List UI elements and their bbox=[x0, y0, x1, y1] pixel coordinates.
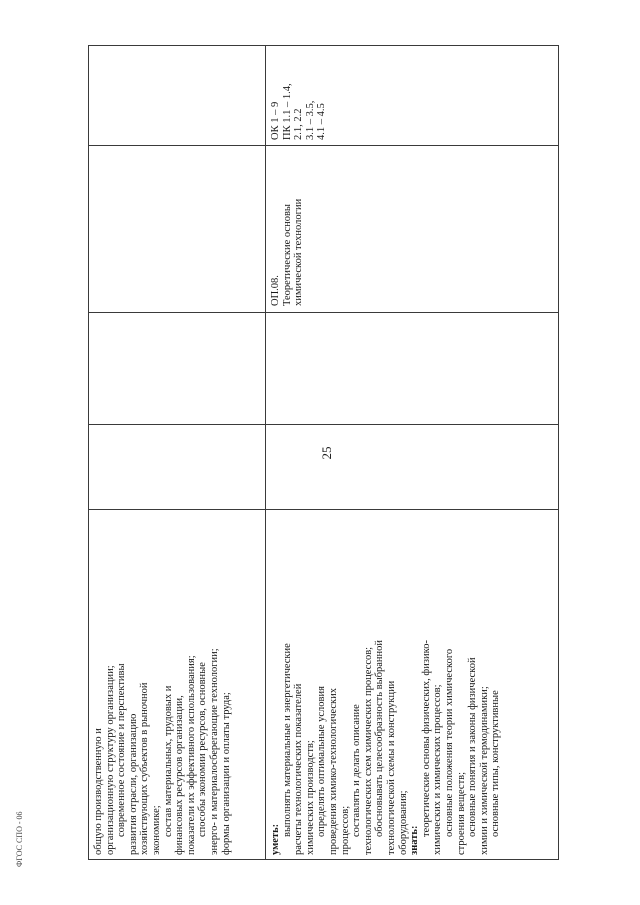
text-line: уметь: bbox=[270, 823, 281, 855]
text-line: Теоретические основы bbox=[281, 204, 293, 306]
text-line: обосновывать целесообразность выбранной bbox=[374, 639, 386, 837]
column-divider-1 bbox=[88, 509, 559, 510]
text-line: финансовых ресурсов организации, bbox=[174, 695, 186, 855]
page-number: 25 bbox=[319, 446, 334, 460]
text-line: развития отрасли, организацию bbox=[127, 713, 139, 855]
column-divider-2 bbox=[88, 424, 559, 425]
text-line: экономике; bbox=[150, 805, 162, 855]
text-line: выполнять материальные и энергетические bbox=[281, 643, 293, 837]
text-line: ПК 1.1 – 1.4, bbox=[281, 83, 293, 140]
competency-codes-cell bbox=[270, 83, 328, 140]
text-line: ОК 1 – 9 bbox=[270, 101, 281, 140]
text-line: 2.1, 2.2 bbox=[293, 108, 305, 140]
text-line: организационную структуру организации; bbox=[104, 665, 116, 855]
text-line: технологических схем химических процессов; bbox=[362, 646, 374, 855]
text-line: 4.1 – 4.5 bbox=[316, 103, 328, 140]
text-line: общую производственную и bbox=[93, 728, 104, 855]
table-border-bottom bbox=[88, 859, 559, 860]
text-line: составлять и делать описание bbox=[351, 704, 363, 837]
text-line: хозяйствующих субъектов в рыночной bbox=[139, 682, 151, 855]
text-line: процессов; bbox=[339, 805, 351, 855]
discipline-cell bbox=[270, 199, 305, 306]
text-line: современное состояние и перспективы bbox=[116, 663, 128, 837]
footer-code: ФГОС СПО - 06 bbox=[15, 811, 24, 867]
text-line: 3.1 – 3.5, bbox=[304, 100, 316, 140]
text-line: химии и химической термодинамики; bbox=[478, 686, 490, 855]
column-divider-3 bbox=[88, 312, 559, 313]
text-line: основные положения теории химического bbox=[443, 648, 455, 837]
text-line: основные типы, конструктивные bbox=[490, 690, 502, 837]
table-border-top bbox=[88, 45, 559, 46]
text-line: строения веществ; bbox=[455, 771, 467, 855]
text-line: знать: bbox=[409, 825, 421, 855]
text-line: энерго- и материалосберегающие технологии; bbox=[208, 648, 220, 855]
table-border-right bbox=[558, 45, 559, 860]
text-line: основные понятия и законы физической bbox=[467, 657, 479, 837]
table-border-left bbox=[88, 45, 89, 860]
text-line: проведения химико-технологических bbox=[327, 687, 339, 855]
text-line: химических производств; bbox=[304, 740, 316, 855]
competency-description-upper bbox=[93, 648, 232, 855]
text-line: расчеты технологических показателей bbox=[293, 683, 305, 855]
text-line: теоретические основы физических, физико- bbox=[420, 640, 432, 837]
row-divider-1 bbox=[265, 45, 266, 860]
text-line: состав материальных, трудовых и bbox=[162, 685, 174, 837]
text-line: формы организации и оплаты труда; bbox=[220, 692, 232, 855]
text-line: ОП.08. bbox=[270, 275, 281, 306]
text-line: химической технологии bbox=[293, 198, 305, 306]
text-line: технологической схемы и конструкции bbox=[385, 680, 397, 855]
text-line: способы экономии ресурсов, основные bbox=[197, 662, 209, 837]
competency-description-lower bbox=[270, 640, 502, 855]
text-line: показатели их эффективного использования; bbox=[185, 655, 197, 855]
text-line: оборудования; bbox=[397, 790, 409, 855]
text-line: химических и химических процессов; bbox=[432, 684, 444, 855]
text-line: определять оптимальные условия bbox=[316, 686, 328, 837]
column-divider-4 bbox=[88, 145, 559, 146]
